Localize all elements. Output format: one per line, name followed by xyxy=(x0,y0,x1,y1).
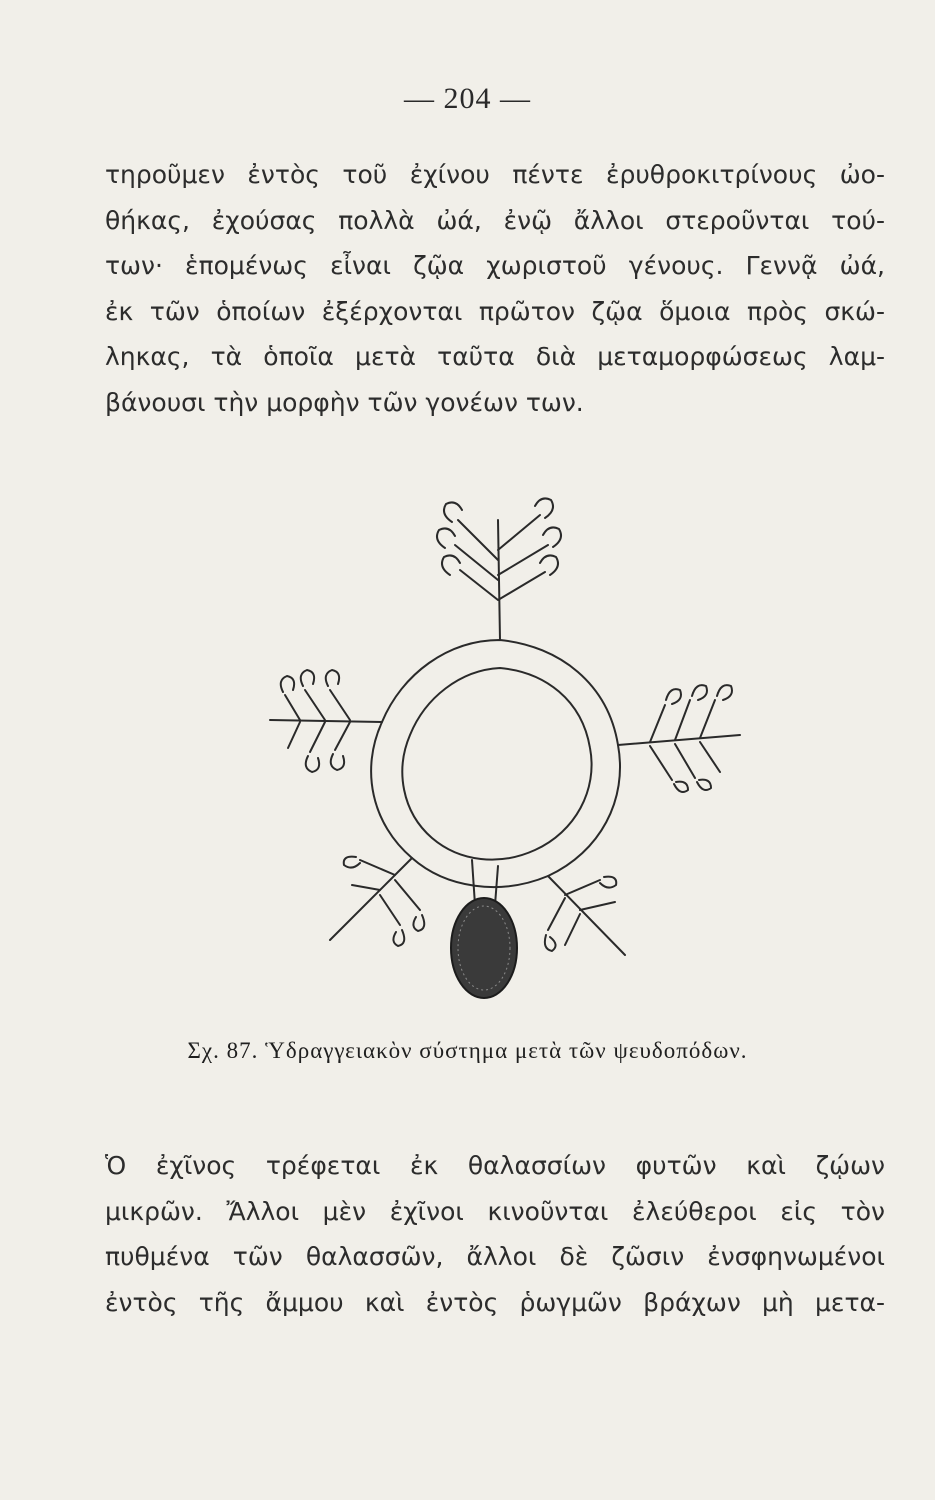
right-arm xyxy=(618,735,740,745)
text-line: μικρῶν. Ἄλλοι μὲν ἐχῖνοι κινοῦνται ἐλεύθεροι εἰς τὸν xyxy=(105,1196,885,1226)
page-number: — 204 — xyxy=(404,82,531,115)
text-line: ληκας, τὰ ὁποῖα μετὰ ταῦτα διὰ μεταμορφώσεως λαμ- xyxy=(105,342,885,371)
central-ring xyxy=(402,668,591,860)
text-line: τηροῦμεν ἐντὸς τοῦ ἐχίνου πέντε ἐρυθροκιτρίνους ὠο- xyxy=(105,160,885,189)
water-vascular-system-illustration xyxy=(250,480,750,1040)
text-line: των· ἑπομένως εἶναι ζῷα χωριστοῦ γένους. Γεννᾷ ὠά, xyxy=(105,251,885,280)
text-line: θήκας, ἐχούσας πολλὰ ὠά, ἐνῷ ἄλλοι στεροῦνται τού- xyxy=(105,205,885,235)
madreporite xyxy=(451,898,517,998)
lower-right-arm xyxy=(548,876,625,955)
text-line: βάνουσι τὴν μορφὴν τῶν γονέων των. xyxy=(105,387,584,417)
outer-ring xyxy=(371,640,620,887)
paragraph-bottom xyxy=(105,1143,885,1325)
text-line: ἐντὸς τῆς ἄμμου καὶ ἐντὸς ῥωγμῶν βράχων μὴ μετα- xyxy=(105,1287,885,1317)
figure-caption: Σχ. 87. Ὑδραγγειακὸν σύστημα μετὰ τῶν ψευδοπόδων. xyxy=(187,1038,748,1063)
paragraph-top xyxy=(105,152,885,425)
text-line: πυθμένα τῶν θαλασσῶν, ἄλλοι δὲ ζῶσιν ἐνσφηνωμένοι xyxy=(105,1242,885,1271)
lower-left-arm xyxy=(330,858,412,940)
text-line: Ὁ ἐχῖνος τρέφεται ἐκ θαλασσίων φυτῶν καὶ ζῴων xyxy=(105,1151,885,1180)
text-line: ἐκ τῶν ὁποίων ἐξέρχονται πρῶτον ζῷα ὅμοια πρὸς σκώ- xyxy=(105,296,885,326)
left-arm xyxy=(270,720,382,722)
